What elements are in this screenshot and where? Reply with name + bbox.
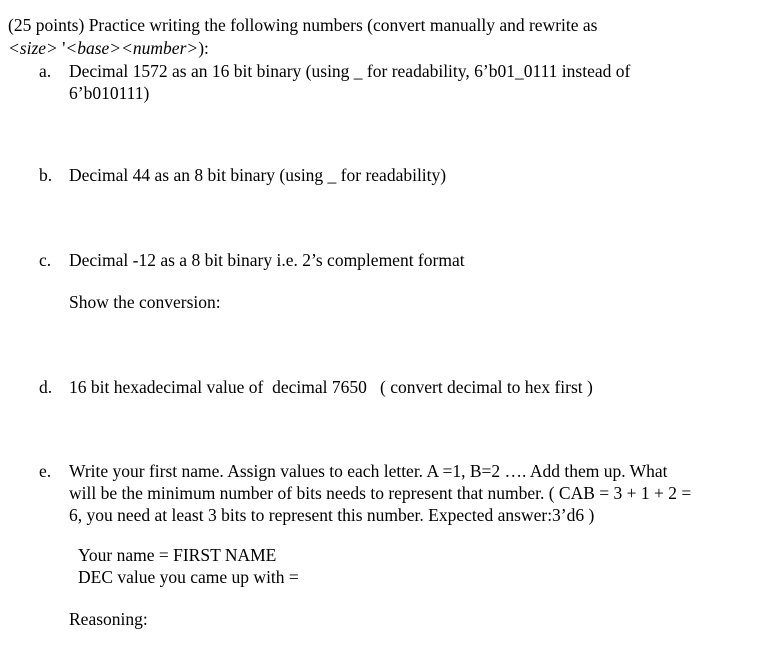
item-c-marker: c. — [39, 250, 52, 270]
item-d-marker: d. — [39, 377, 53, 397]
show-conversion-label: Show the conversion: — [69, 292, 221, 312]
item-c-line-1: Decimal -12 as a 8 bit binary i.e. 2’s complement format — [69, 250, 465, 270]
reasoning-label: Reasoning: — [69, 609, 148, 629]
dec-value-label: DEC value you came up with = — [78, 567, 299, 587]
header-line-1: (25 points) Practice writing the following numbers (convert manually and rewrite as — [8, 15, 598, 35]
your-name-label: Your name = FIRST NAME — [78, 545, 277, 565]
base-number-tag: <base><number> — [65, 38, 199, 58]
item-e-marker: e. — [39, 461, 52, 481]
item-a-marker: a. — [39, 61, 52, 81]
quote-mark: ' — [57, 38, 66, 58]
item-a-line-2: 6’b010111) — [69, 83, 150, 103]
item-e-line-2: will be the minimum number of bits needs to represent that number. ( CAB = 3 + 1 + 2 = — [69, 483, 692, 503]
item-b-marker: b. — [39, 165, 53, 185]
item-d-line-1: 16 bit hexadecimal value of decimal 7650 ( convert decimal to hex first ) — [69, 377, 593, 397]
item-e-line-3: 6, you need at least 3 bits to represent this number. Expected answer:3’d6 ) — [69, 505, 595, 525]
item-e-line-1: Write your first name. Assign values to each letter. A =1, B=2 …. Add them up. What — [69, 461, 668, 481]
header-line-2-end: ): — [198, 38, 209, 58]
size-tag: <size> — [8, 38, 58, 58]
item-a-line-1: Decimal 1572 as an 16 bit binary (using _ for readability, 6’b01_0111 instead of — [69, 61, 631, 81]
header-line-2 — [8, 37, 209, 59]
item-b-line-1: Decimal 44 as an 8 bit binary (using _ for readability) — [69, 165, 447, 185]
